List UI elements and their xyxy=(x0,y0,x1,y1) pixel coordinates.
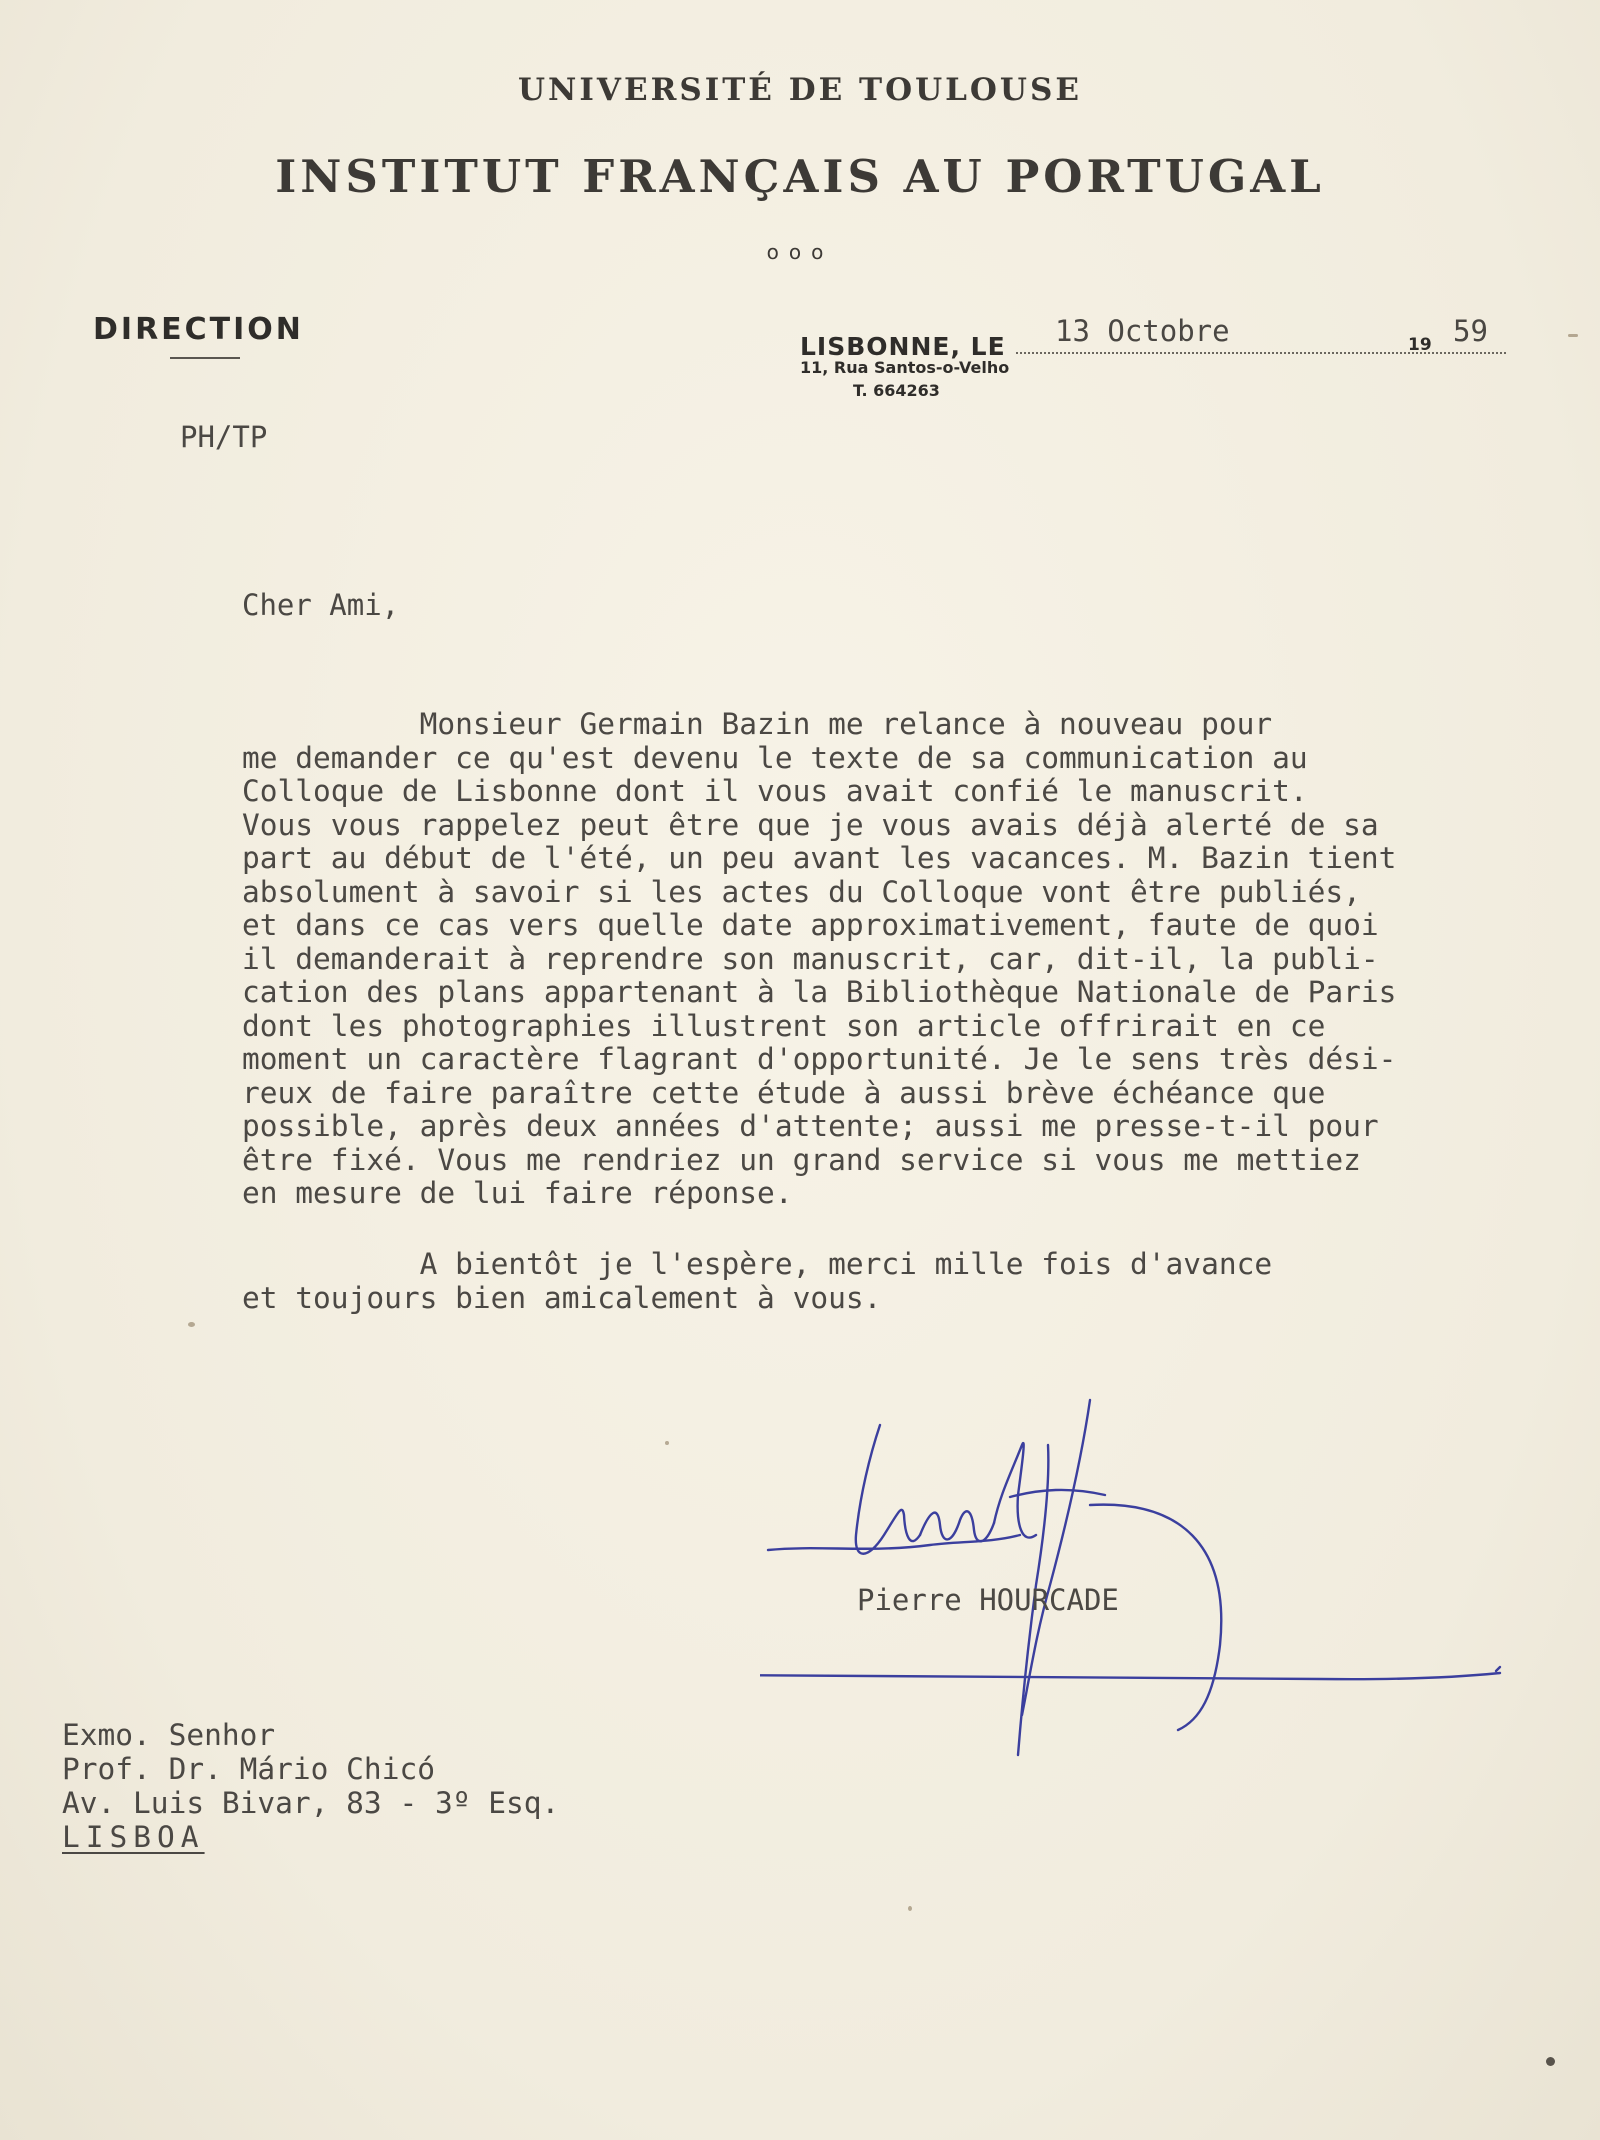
signer-name: Pierre HOURCADE xyxy=(857,1583,1119,1617)
closing-paragraph xyxy=(242,1248,1272,1315)
recipient-city: LISBOA xyxy=(62,1820,205,1854)
institute-name: INSTITUT FRANÇAIS AU PORTUGAL xyxy=(275,150,1325,203)
address-street: 11, Rua Santos-o-Velho xyxy=(800,358,1010,377)
city-label: LISBONNE, LE xyxy=(800,332,1006,361)
paper-speck xyxy=(665,1441,669,1445)
salutation: Cher Ami, xyxy=(242,588,400,622)
letterhead-ornament: ooo xyxy=(766,240,834,264)
recipient-address xyxy=(62,1718,559,1854)
body-line: moment un caractère flagrant d'opportunité. Je le sens très dési- xyxy=(242,1042,1397,1076)
body-line: dont les photographies illustrent son article offrirait en ce xyxy=(242,1008,1326,1043)
university-name: UNIVERSITÉ DE TOULOUSE xyxy=(518,72,1082,108)
body-line: absolument à savoir si les actes du Colloque vont être publiés, xyxy=(242,874,1361,909)
century-prefix: 19 xyxy=(1408,335,1432,355)
letter-body xyxy=(242,708,1562,1211)
body-line: part au début de l'été, un peu avant les vacances. M. Bazin tient xyxy=(242,841,1397,875)
department-label: DIRECTION xyxy=(93,312,304,347)
closing-line: A bientôt je l'espère, merci mille fois d'avance xyxy=(242,1247,1273,1281)
paper-speck xyxy=(1546,2057,1555,2066)
letter-year: 59 xyxy=(1453,314,1488,348)
recipient-line: Prof. Dr. Mário Chicó xyxy=(62,1752,435,1786)
body-line: et dans ce cas vers quelle date approximativement, faute de quoi xyxy=(242,908,1379,942)
paper-speck xyxy=(188,1322,195,1327)
department-underline xyxy=(170,357,240,359)
address-phone: T. 664263 xyxy=(853,381,940,400)
body-line: Vous vous rappelez peut être que je vous avais déjà alerté de sa xyxy=(242,807,1379,842)
body-line: il demanderait à reprendre son manuscrit, car, dit-il, la publi- xyxy=(242,941,1379,976)
body-line: possible, après deux années d'attente; aussi me presse-t-il pour xyxy=(242,1109,1379,1143)
body-line: en mesure de lui faire réponse. xyxy=(242,1176,793,1210)
letter-date: 13 Octobre xyxy=(1055,314,1230,348)
body-line: Colloque de Lisbonne dont il vous avait confié le manuscrit. xyxy=(242,774,1308,808)
body-line: cation des plans appartenant à la Bibliothèque Nationale de Paris xyxy=(242,975,1397,1009)
closing-line: et toujours bien amicalement à vous. xyxy=(242,1280,882,1315)
recipient-line: Av. Luis Bivar, 83 - 3º Esq. xyxy=(62,1786,560,1820)
body-line: Monsieur Germain Bazin me relance à nouveau pour xyxy=(242,707,1273,741)
body-line: être fixé. Vous me rendriez un grand service si vous me mettiez xyxy=(242,1142,1361,1177)
reference-initials: PH/TP xyxy=(180,420,268,454)
recipient-line: Exmo. Senhor xyxy=(62,1718,276,1752)
paper-speck xyxy=(908,1906,912,1911)
body-line: me demander ce qu'est devenu le texte de sa communication au xyxy=(242,740,1308,775)
date-dotted-line xyxy=(1016,352,1506,354)
paper-speck xyxy=(1568,334,1578,337)
body-line: reux de faire paraître cette étude à aussi brève échéance que xyxy=(242,1075,1326,1110)
